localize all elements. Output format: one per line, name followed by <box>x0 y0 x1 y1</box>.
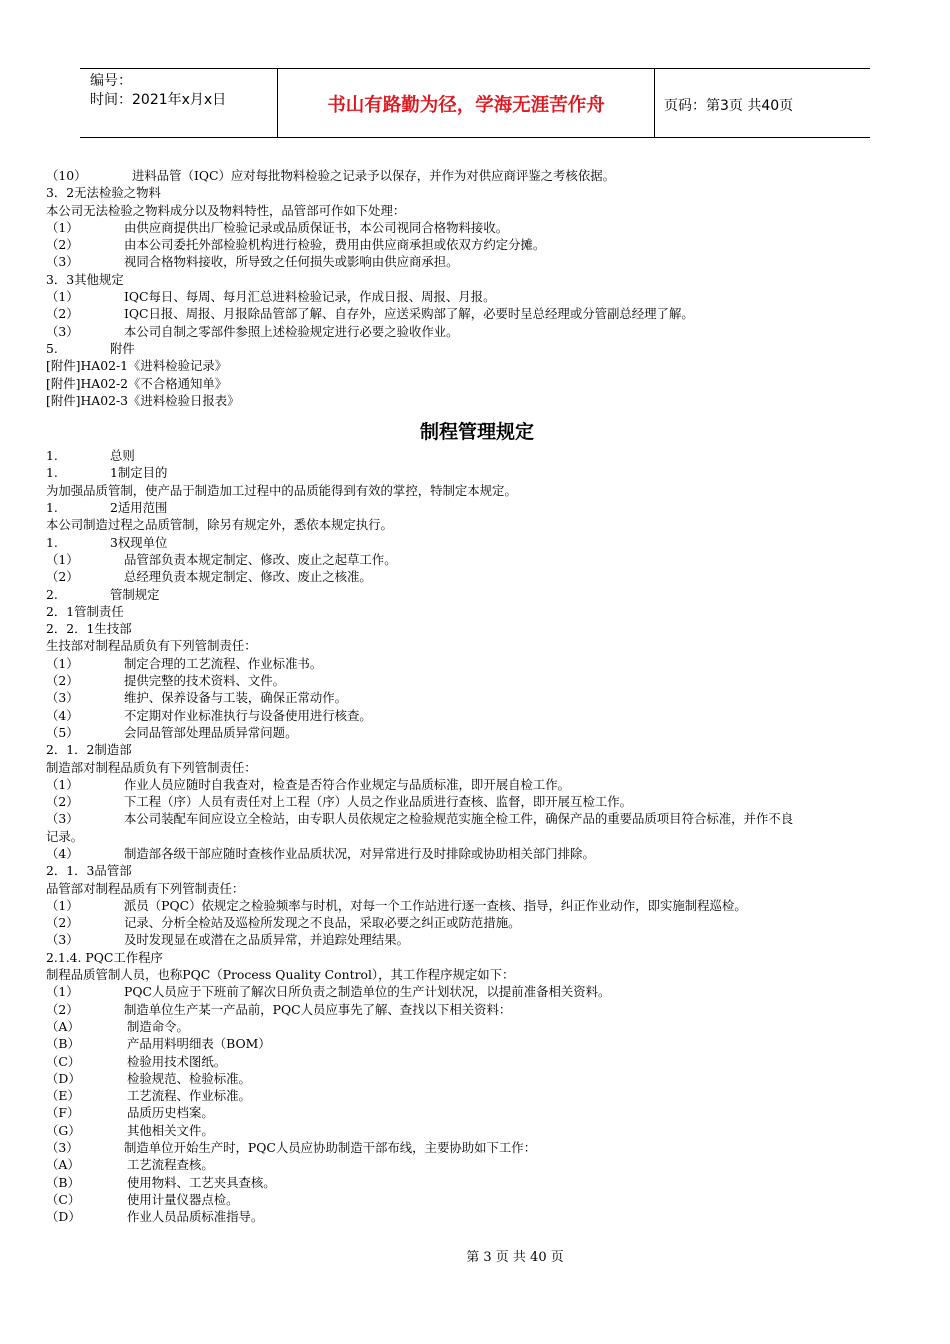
text-line <box>46 167 908 184</box>
text-line <box>46 966 908 983</box>
header-meta <box>90 72 226 110</box>
section-title: 制程管理规定 <box>419 421 534 444</box>
item-text: 产品用料明细表（BOM） <box>127 1036 271 1052</box>
text-line <box>46 637 908 654</box>
text-line <box>46 482 908 499</box>
item-number: （3） <box>46 323 79 339</box>
text-line <box>46 672 908 689</box>
item-number: （2） <box>46 673 79 689</box>
item-number: （4） <box>46 845 79 861</box>
text-line <box>46 288 908 305</box>
item-number: （4） <box>46 707 79 723</box>
text-line <box>46 897 908 914</box>
item-number: （A） <box>46 1157 80 1173</box>
item-number: （D） <box>46 1209 81 1225</box>
text-line <box>46 305 908 322</box>
text-line <box>46 271 908 288</box>
page-footer: 第 3 页 共 40 页 <box>466 1250 564 1265</box>
text-line <box>46 202 908 219</box>
text-line <box>46 880 908 897</box>
item-text: 工艺流程查核。 <box>127 1157 214 1173</box>
item-text: 作业人员品质标准指导。 <box>127 1209 264 1225</box>
item-text: 由供应商提供出厂检验记录或品质保证书，本公司视同合格物料接收。 <box>124 219 509 235</box>
item-number: 2. <box>46 586 58 602</box>
item-text: 记录、分析全检站及巡检所发现之不良品，采取必要之纠正或防范措施。 <box>124 915 521 931</box>
item-text: 本公司装配车间应设立全检站，由专职人员依规定之检验规范实施全检工件，确保产品的重要品质项目符合标准，并作不良 <box>124 811 794 827</box>
item-number: 1. <box>46 500 58 516</box>
text-line <box>46 236 908 253</box>
text-line <box>46 620 908 637</box>
text-line <box>46 603 908 620</box>
text-line <box>46 845 908 862</box>
item-text: 制造命令。 <box>127 1018 189 1034</box>
item-text: 制造单位开始生产时，PQC人员应协助制造干部布线，主要协助如下工作： <box>124 1140 537 1156</box>
item-text: 品管部负责本规定制定、修改、废止之起草工作。 <box>124 551 397 567</box>
item-text: [附件]HA02-3《进料检验日报表》 <box>46 392 240 408</box>
text-line <box>46 1087 908 1104</box>
item-text: 由本公司委托外部检验机构进行检验，费用由供应商承担或依双方约定分摊。 <box>124 237 546 253</box>
item-number: （2） <box>46 1001 79 1017</box>
section-iqc-continued <box>46 167 908 409</box>
item-text: 2.1.4. PQC工作程序 <box>46 949 163 965</box>
item-number: （E） <box>46 1088 80 1104</box>
item-text: 作业人员应随时自我查对，检查是否符合作业规定与品质标准，即开展自检工作。 <box>124 776 571 792</box>
item-number: （G） <box>46 1122 81 1138</box>
text-line <box>46 862 908 879</box>
text-line <box>46 392 908 409</box>
item-number: （2） <box>46 915 79 931</box>
text-line <box>46 464 908 481</box>
item-text: 本公司无法检验之物料成分以及物料特性，品管部可作如下处理： <box>46 202 406 218</box>
item-text: 其他相关文件。 <box>127 1122 214 1138</box>
text-line <box>46 689 908 706</box>
item-number: （B） <box>46 1174 80 1190</box>
item-number: 1. <box>46 465 58 481</box>
text-line <box>46 447 908 464</box>
text-line <box>46 724 908 741</box>
item-number: （1） <box>46 897 79 913</box>
header-divider <box>654 69 655 137</box>
item-number: （3） <box>46 932 79 948</box>
item-text: [附件]HA02-2《不合格通知单》 <box>46 375 228 391</box>
item-text: 总则 <box>110 448 135 464</box>
text-line <box>46 1139 908 1156</box>
page-header <box>80 68 870 138</box>
item-text: [附件]HA02-1《进料检验记录》 <box>46 358 228 374</box>
item-number: （2） <box>46 237 79 253</box>
text-line <box>46 1191 908 1208</box>
text-line <box>46 707 908 724</box>
item-text: 品质历史档案。 <box>127 1105 214 1121</box>
text-line <box>46 741 908 758</box>
text-line <box>46 1208 908 1225</box>
item-text: PQC人员应于下班前了解次日所负责之制造单位的生产计划状况，以提前准备相关资料。 <box>124 984 611 1000</box>
item-text: 3．2无法检验之物料 <box>46 185 161 201</box>
text-line <box>46 219 908 236</box>
item-text: 会同品管部处理品质异常问题。 <box>124 724 298 740</box>
document-body <box>46 167 908 1226</box>
item-number: （3） <box>46 811 79 827</box>
text-line <box>46 1035 908 1052</box>
section-process-control <box>46 447 908 1225</box>
item-text: 2．1管制责任 <box>46 603 124 619</box>
item-number: （3） <box>46 1140 79 1156</box>
item-text: 及时发现显在或潜在之品质异常，并追踪处理结果。 <box>124 932 409 948</box>
item-text: 制造部各级干部应随时查核作业品质状况，对异常进行及时排除或协助相关部门排除。 <box>124 845 595 861</box>
item-number: （1） <box>46 776 79 792</box>
item-text: 1制定目的 <box>110 465 168 481</box>
text-line <box>46 375 908 392</box>
text-line <box>46 1104 908 1121</box>
item-text: IQC每日、每周、每月汇总进料检验记录，作成日报、周报、月报。 <box>124 289 496 305</box>
header-page-number: 页码：第3页 共40页 <box>664 98 794 114</box>
text-line <box>46 931 908 948</box>
item-text: 2适用范围 <box>110 500 168 516</box>
item-number: （5） <box>46 724 79 740</box>
item-text: 管制规定 <box>110 586 160 602</box>
item-text: 记录。 <box>46 828 84 844</box>
item-text: 制造单位生产某一产品前，PQC人员应事先了解、查找以下相关资料： <box>124 1001 512 1017</box>
item-number: （1） <box>46 289 79 305</box>
item-text: 3．3其他规定 <box>46 271 124 287</box>
text-line <box>46 776 908 793</box>
text-line <box>46 759 908 776</box>
item-number: 1. <box>46 448 58 464</box>
text-line <box>46 1053 908 1070</box>
item-text: 视同合格物料接收，所导致之任何损失或影响由供应商承担。 <box>124 254 459 270</box>
item-number: （F） <box>46 1105 80 1121</box>
item-number: （2） <box>46 569 79 585</box>
item-text: 派员（PQC）依规定之检验频率与时机，对每一个工作站进行逐一查核、指导，纠正作业动作，即实施制程巡检。 <box>124 897 747 913</box>
text-line <box>46 499 908 516</box>
text-line <box>46 983 908 1000</box>
text-line <box>46 655 908 672</box>
item-text: 制定合理的工艺流程、作业标准书。 <box>124 655 323 671</box>
item-text: 下工程（序）人员有责任对上工程（序）人员之作业品质进行查核、监督，即开展互检工作。 <box>124 794 633 810</box>
item-number: （B） <box>46 1036 80 1052</box>
item-text: 使用计量仪器点检。 <box>127 1191 239 1207</box>
item-number: （1） <box>46 984 79 1000</box>
item-number: （C） <box>46 1191 81 1207</box>
item-text: 检验用技术图纸。 <box>127 1053 227 1069</box>
item-text: 2．1．3品管部 <box>46 863 132 879</box>
item-number: （1） <box>46 219 79 235</box>
text-line <box>46 516 908 533</box>
text-line <box>46 1174 908 1191</box>
item-number: （A） <box>46 1018 80 1034</box>
item-text: 制造部对制程品质负有下列管制责任： <box>46 759 257 775</box>
item-number: （3） <box>46 690 79 706</box>
item-text: 2．2．1生技部 <box>46 621 132 637</box>
item-number: 1. <box>46 534 58 550</box>
item-text: 进料品管（IQC）应对每批物料检验之记录予以保存，并作为对供应商评鉴之考核依据。 <box>132 168 615 183</box>
text-line <box>46 551 908 568</box>
item-number: （1） <box>46 551 79 567</box>
text-line <box>46 184 908 201</box>
header-number: 编号： <box>90 73 132 89</box>
text-line <box>46 323 908 340</box>
text-line <box>46 340 908 357</box>
item-text: 本公司自制之零部件参照上述检验规定进行必要之验收作业。 <box>124 323 459 339</box>
item-text: 使用物料、工艺夹具查核。 <box>127 1174 276 1190</box>
text-line <box>46 1070 908 1087</box>
text-line <box>46 828 908 845</box>
item-number: （3） <box>46 254 79 270</box>
item-number: （D） <box>46 1070 81 1086</box>
item-text: 3权现单位 <box>110 534 168 550</box>
item-text: 为加强品质管制，使产品于制造加工过程中的品质能得到有效的掌控，特制定本规定。 <box>46 482 517 498</box>
item-text: 不定期对作业标准执行与设备使用进行核查。 <box>124 707 372 723</box>
text-line <box>46 1122 908 1139</box>
item-text: 维护、保养设备与工装，确保正常动作。 <box>124 690 348 706</box>
item-text: 制程品质管制人员，也称PQC（Process Quality Control），其工作程序规定如下： <box>46 967 515 983</box>
item-text: 提供完整的技术资料、文件。 <box>124 673 286 689</box>
item-text: 品管部对制程品质有下列管制责任： <box>46 880 245 896</box>
item-text: 生技部对制程品质负有下列管制责任： <box>46 638 257 654</box>
item-number: （C） <box>46 1053 81 1069</box>
header-date: 时间：2021年x月x日 <box>90 92 227 108</box>
item-number: （10） <box>46 168 87 183</box>
item-text: IQC日报、周报、月报除品管部了解、自存外，应送采购部了解，必要时呈总经理或分管副总经理了解。 <box>124 306 694 322</box>
item-number: 5. <box>46 340 58 356</box>
text-line <box>46 586 908 603</box>
text-line <box>46 949 908 966</box>
text-line <box>46 1156 908 1173</box>
item-text: 2．1．2制造部 <box>46 742 132 758</box>
text-line <box>46 1018 908 1035</box>
header-motto: 书山有路勤为径，学海无涯苦作舟 <box>327 95 605 116</box>
text-line <box>46 357 908 374</box>
item-text: 工艺流程、作业标准。 <box>127 1088 251 1104</box>
text-line <box>46 793 908 810</box>
text-line <box>46 253 908 270</box>
item-number: （2） <box>46 306 79 322</box>
item-number: （2） <box>46 794 79 810</box>
text-line <box>46 810 908 827</box>
text-line <box>46 568 908 585</box>
text-line <box>46 534 908 551</box>
item-text: 检验规范、检验标准。 <box>127 1070 251 1086</box>
text-line <box>46 914 908 931</box>
item-text: 总经理负责本规定制定、修改、废止之核准。 <box>124 569 372 585</box>
item-text: 本公司制造过程之品质管制，除另有规定外，悉依本规定执行。 <box>46 517 393 533</box>
item-number: （1） <box>46 655 79 671</box>
item-text: 附件 <box>110 340 135 356</box>
text-line <box>46 1001 908 1018</box>
